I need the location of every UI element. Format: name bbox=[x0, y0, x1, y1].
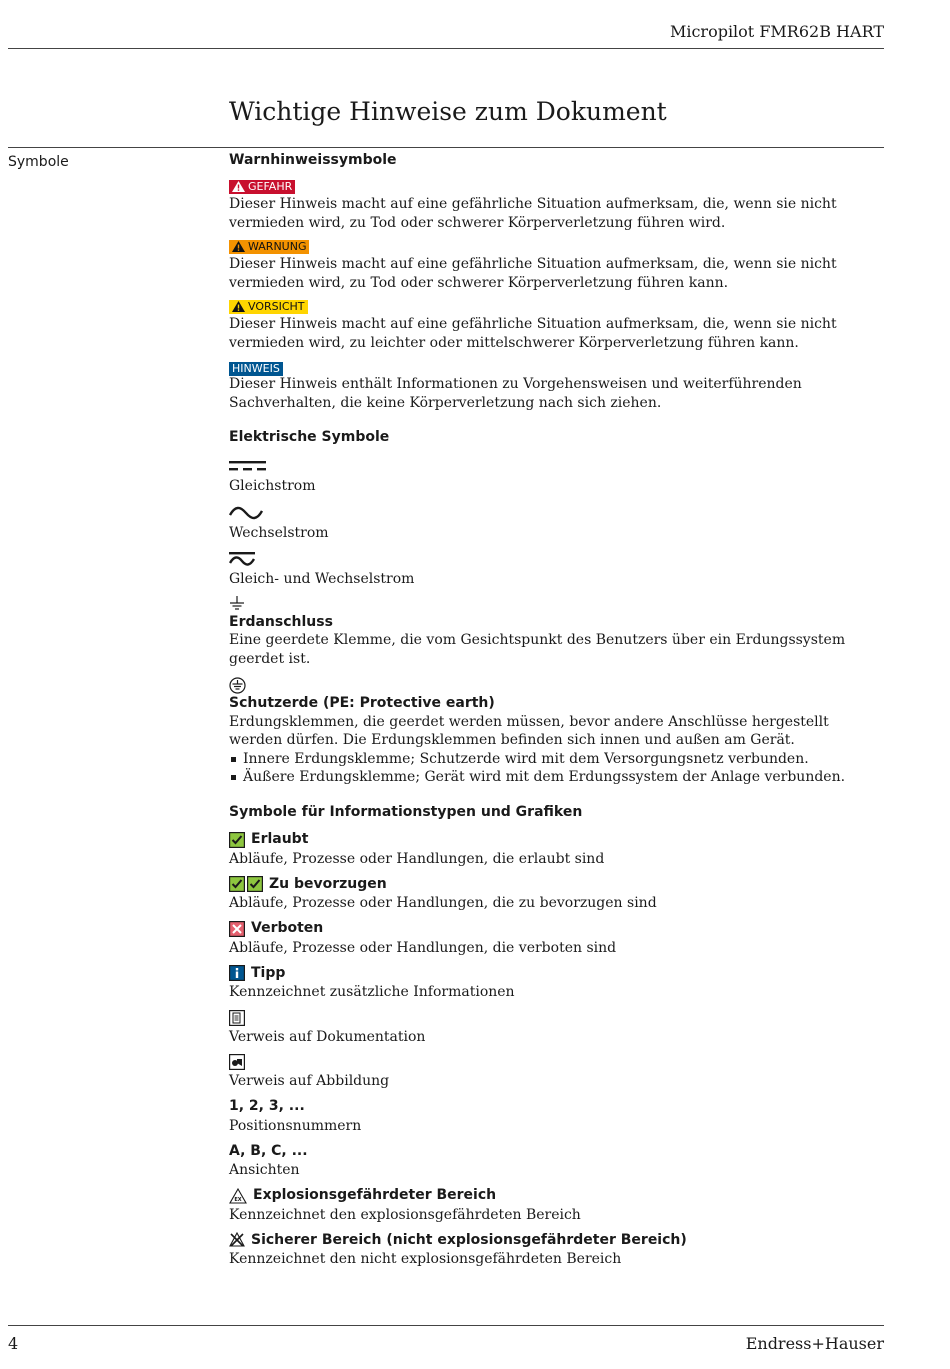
section-side-label: Symbole bbox=[8, 154, 69, 170]
caution-badge-label: VORSICHT bbox=[248, 299, 305, 313]
forbidden-x-icon bbox=[229, 921, 245, 937]
warning-item-warning bbox=[229, 239, 884, 292]
tip-description: Kennzeichnet zusätzliche Informationen bbox=[229, 984, 515, 1000]
warning-triangle-icon bbox=[232, 241, 245, 252]
preferred-title: Zu bevorzugen bbox=[269, 875, 387, 892]
info-item-forbidden bbox=[229, 919, 884, 958]
info-item-positions bbox=[229, 1097, 884, 1136]
warning-badge bbox=[229, 240, 309, 254]
electrical-item-pe bbox=[229, 676, 884, 787]
warning-item-danger bbox=[229, 179, 884, 232]
svg-text:EX: EX bbox=[234, 1196, 242, 1203]
tip-title: Tipp bbox=[251, 964, 286, 981]
electrical-item-dc bbox=[229, 455, 884, 496]
views-description: Ansichten bbox=[229, 1162, 300, 1178]
pe-title: Schutzerde (PE: Protective earth) bbox=[229, 695, 495, 711]
warning-badge-label: WARNUNG bbox=[248, 239, 307, 253]
info-item-doc-ref bbox=[229, 1008, 884, 1047]
warning-text: Dieser Hinweis macht auf eine gefährliche Situation aufmerksam, die, wenn sie nicht vermieden wird, zu Tod oder schwerer Körperverletzung führen kann. bbox=[229, 256, 837, 291]
alternating-current-icon bbox=[229, 505, 263, 521]
info-item-views bbox=[229, 1141, 884, 1180]
pe-description: Erdungsklemmen, die geerdet werden müssen, bevor andere Anschlüsse hergestellt werden dürfen. Die Erdungsklemmen befinden sich innen und außen am Gerät. bbox=[229, 713, 829, 748]
content-column bbox=[229, 151, 884, 1269]
page-title: Wichtige Hinweise zum Dokument bbox=[229, 97, 667, 126]
forbidden-description: Abläufe, Prozesse oder Handlungen, die verboten sind bbox=[229, 939, 617, 956]
page-footer bbox=[8, 1325, 884, 1354]
forbidden-title: Verboten bbox=[251, 920, 324, 937]
electrical-item-dc-ac bbox=[229, 548, 884, 589]
warning-item-caution bbox=[229, 299, 884, 352]
direct-current-icon bbox=[229, 458, 267, 474]
ac-label: Wechselstrom bbox=[229, 524, 329, 541]
notice-text: Dieser Hinweis enthält Informationen zu Vorgehensweisen und weiterführenden Sachverhalten, die keine Körperverletzung nach sich ziehen. bbox=[229, 376, 802, 411]
section-divider bbox=[8, 147, 884, 148]
positions-description: Positionsnummern bbox=[229, 1117, 362, 1134]
electrical-item-ac bbox=[229, 502, 884, 543]
doc-ref-description: Verweis auf Dokumentation bbox=[229, 1028, 426, 1045]
danger-badge-label: GEFAHR bbox=[248, 179, 293, 193]
info-symbols-heading: Symbole für Informationstypen und Grafiken bbox=[229, 803, 583, 820]
warning-item-notice bbox=[229, 359, 884, 412]
views-title: A, B, C, ... bbox=[229, 1142, 308, 1159]
ground-title: Erdanschluss bbox=[229, 613, 333, 630]
danger-text: Dieser Hinweis macht auf eine gefährliche Situation aufmerksam, die, wenn sie nicht vermieden wird, zu Tod oder schwerer Körperverletzung führen wird. bbox=[229, 196, 837, 231]
electrical-symbols-heading: Elektrische Symbole bbox=[229, 429, 390, 445]
danger-badge bbox=[229, 180, 295, 194]
preferred-description: Abläufe, Prozesse oder Handlungen, die zu bevorzugen sind bbox=[229, 895, 657, 911]
caution-text: Dieser Hinweis macht auf eine gefährliche Situation aufmerksam, die, wenn sie nicht vermieden wird, zu leichter oder mittelschwerer Körperverletzung führen kann. bbox=[229, 316, 837, 351]
dc-ac-label: Gleich- und Wechselstrom bbox=[229, 571, 415, 587]
warning-symbols-heading: Warnhinweissymbole bbox=[229, 152, 397, 168]
page-number: 4 bbox=[8, 1334, 19, 1353]
check-icon bbox=[229, 832, 245, 848]
electrical-item-ground bbox=[229, 595, 884, 669]
warning-triangle-icon bbox=[232, 301, 245, 312]
info-item-hazardous bbox=[229, 1186, 884, 1225]
permitted-description: Abläufe, Prozesse oder Handlungen, die erlaubt sind bbox=[229, 850, 605, 867]
list-item: Äußere Erdungsklemme; Gerät wird mit dem Erdungssystem der Anlage verbunden. bbox=[229, 768, 884, 787]
hazardous-title: Explosionsgefährdeter Bereich bbox=[253, 1187, 497, 1204]
documentation-reference-icon bbox=[229, 1010, 245, 1026]
safe-description: Kennzeichnet den nicht explosionsgefährdeten Bereich bbox=[229, 1251, 622, 1267]
explosion-hazard-icon bbox=[229, 1188, 247, 1204]
info-icon bbox=[229, 965, 245, 981]
hazardous-description: Kennzeichnet den explosionsgefährdeten Bereich bbox=[229, 1206, 581, 1223]
list-item: Innere Erdungsklemme; Schutzerde wird mit dem Versorgungsnetz verbunden. bbox=[229, 750, 884, 769]
page-header bbox=[8, 20, 884, 49]
brand-name: Endress+Hauser bbox=[745, 1334, 884, 1353]
info-item-preferred bbox=[229, 874, 884, 913]
positions-title: 1, 2, 3, ... bbox=[229, 1098, 305, 1115]
direct-and-alternating-current-icon bbox=[229, 550, 257, 568]
ground-icon bbox=[229, 596, 245, 611]
notice-badge bbox=[229, 362, 283, 376]
ground-description: Eine geerdete Klemme, die vom Gesichtspunkt des Benutzers über ein Erdungssystem geerdet ist. bbox=[229, 632, 846, 667]
info-item-fig-ref bbox=[229, 1052, 884, 1091]
fig-ref-description: Verweis auf Abbildung bbox=[229, 1073, 390, 1089]
info-item-safe bbox=[229, 1230, 884, 1269]
notice-badge-label: HINWEIS bbox=[232, 362, 280, 375]
dc-label: Gleichstrom bbox=[229, 478, 316, 494]
safe-area-icon bbox=[229, 1232, 245, 1248]
figure-reference-icon bbox=[229, 1054, 245, 1070]
document-title: Micropilot FMR62B HART bbox=[669, 22, 884, 41]
caution-badge bbox=[229, 300, 308, 314]
protective-earth-icon bbox=[229, 677, 246, 694]
info-item-permitted bbox=[229, 830, 884, 869]
info-item-tip bbox=[229, 963, 884, 1002]
warning-triangle-icon bbox=[232, 181, 245, 192]
pe-bullet-list bbox=[229, 750, 884, 787]
double-check-icon bbox=[229, 876, 263, 892]
permitted-title: Erlaubt bbox=[251, 831, 309, 848]
safe-title: Sicherer Bereich (nicht explosionsgefährdeter Bereich) bbox=[251, 1231, 687, 1248]
